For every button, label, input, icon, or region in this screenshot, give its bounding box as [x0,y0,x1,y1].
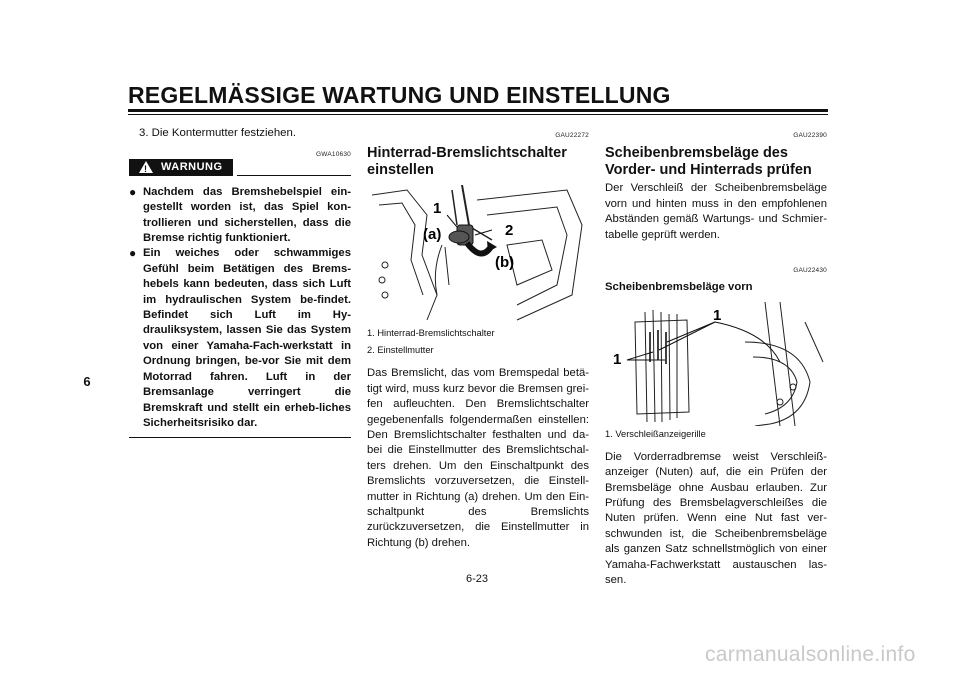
body-text: Die Vorderradbremse weist Verschleiß-anzeiger (Nuten) auf, die ein Prüfen der Bremsbeläge ohne Ausbau erlauben. Zur Prüfung des Bremsbelagverschleißes die Nuten prüfen. Wenn eine Nut fast ver-schwunden ist, die Scheibenbremsbeläge als ganzen Satz schnellstmöglich von einer Yamaha-Fachwerkstatt austauschen las-sen. [605,450,827,587]
doc-code: GAU22272 [555,132,589,139]
warning-triangle-icon [139,161,153,173]
brake-switch-illustration [367,185,589,325]
step-text: 3. Die Kontermutter festziehen. [139,127,297,139]
figure-label-b: (b) [495,254,515,272]
subheading: Scheibenbremsbeläge vorn [605,281,753,294]
page-title: REGELMÄSSIGE WARTUNG UND EINSTELLUNG [128,82,671,108]
body-text: Das Bremslicht, das vom Bremspedal betä-tigt wird, muss kurz bevor die Bremsen grei-fen aufleuchten. Den Bremslichtschalter gegebenenfalls folgendermaßen einstellen: Den Bremslichtschalter festhalten und da-bei die Einstellmutter des Bremslichtschal-ters drehen. Um den Einschaltpunkt des Bremslichts vorzuversetzen, die Einstell-mutter in Richtung (a) drehen. Um den Ein-schaltpunkt des Bremslichts zurückzuversetzen, die Einstellmutter in Richtung (b) drehen. [367,367,589,549]
page-number: 6-23 [466,573,489,585]
header-rule-thin [128,114,828,115]
figure-label-1: 1 [713,306,722,324]
figure-label-a: (a) [423,226,442,244]
brake-pad-illustration [605,302,827,426]
brake-pad-figure [605,302,827,426]
bullet-text: Ein weiches oder schwammiges Gefühl beim Betätigen des Brems-hebels kann bedeuten, dass sich Luft im hydraulischen System be-findet. Befindet sich Luft im Hy-drauliksystem, lassen Sie das System von einer Yamaha-Fach-werkstatt in Ordnung bringen, be-vor Sie mit dem Motorrad fahren. Luft in der Bremsanlage verringert die Bremskraft und stellt ein erheb-liches Sicherheitsrisiko dar. [143,247,351,429]
doc-code: GAU22430 [793,267,827,275]
figure-caption: 1. Hinterrad-Bremslichtschalter [367,328,495,339]
column-3 [605,122,827,589]
chapter-tab [78,363,96,401]
figure-label-2: 2 [505,222,514,240]
intro-text: Der Verschleiß der Scheibenbremsbeläge vorn und hinten muss in den empfohlenen Abständen gemäß Wartungs- und Schmier-tabelle geprüft werden. [605,182,827,241]
warning-end-rule [129,437,351,438]
figure-label-1: 1 [433,200,442,218]
watermark: carmanualsonline.info [705,643,916,666]
warning-bullet [129,246,351,431]
chapter-number: 6 [83,374,91,389]
doc-code: GWA10630 [316,151,351,159]
figure-label-1: 1 [613,350,622,368]
figure-caption: 1. Verschleißanzeigerille [605,428,706,439]
bullet-text: Nachdem das Bremshebelspiel ein-gestellt worden ist, das Spiel kon-trollieren und sicherstellen, dass die Bremse richtig funktioniert. [143,185,351,245]
bullet-icon: ● [129,184,137,199]
warning-bullet [129,185,351,247]
warning-bullets [129,185,351,432]
section-heading: Hinterrad-Bremslichtschalter einstellen [367,145,567,179]
column-1 [129,124,351,438]
figure-caption: 2. Einstellmutter [367,345,434,356]
doc-code: GAU22390 [793,132,827,139]
section-heading: Scheibenbremsbeläge des Vorder- und Hinterrads prüfen [605,145,812,179]
warning-header [129,159,351,179]
brake-switch-figure [367,185,589,325]
column-2 [367,122,589,551]
warning-badge [129,159,233,176]
header-rule [128,109,828,112]
warning-label: WARNUNG [161,160,223,173]
bullet-icon: ● [129,246,137,261]
